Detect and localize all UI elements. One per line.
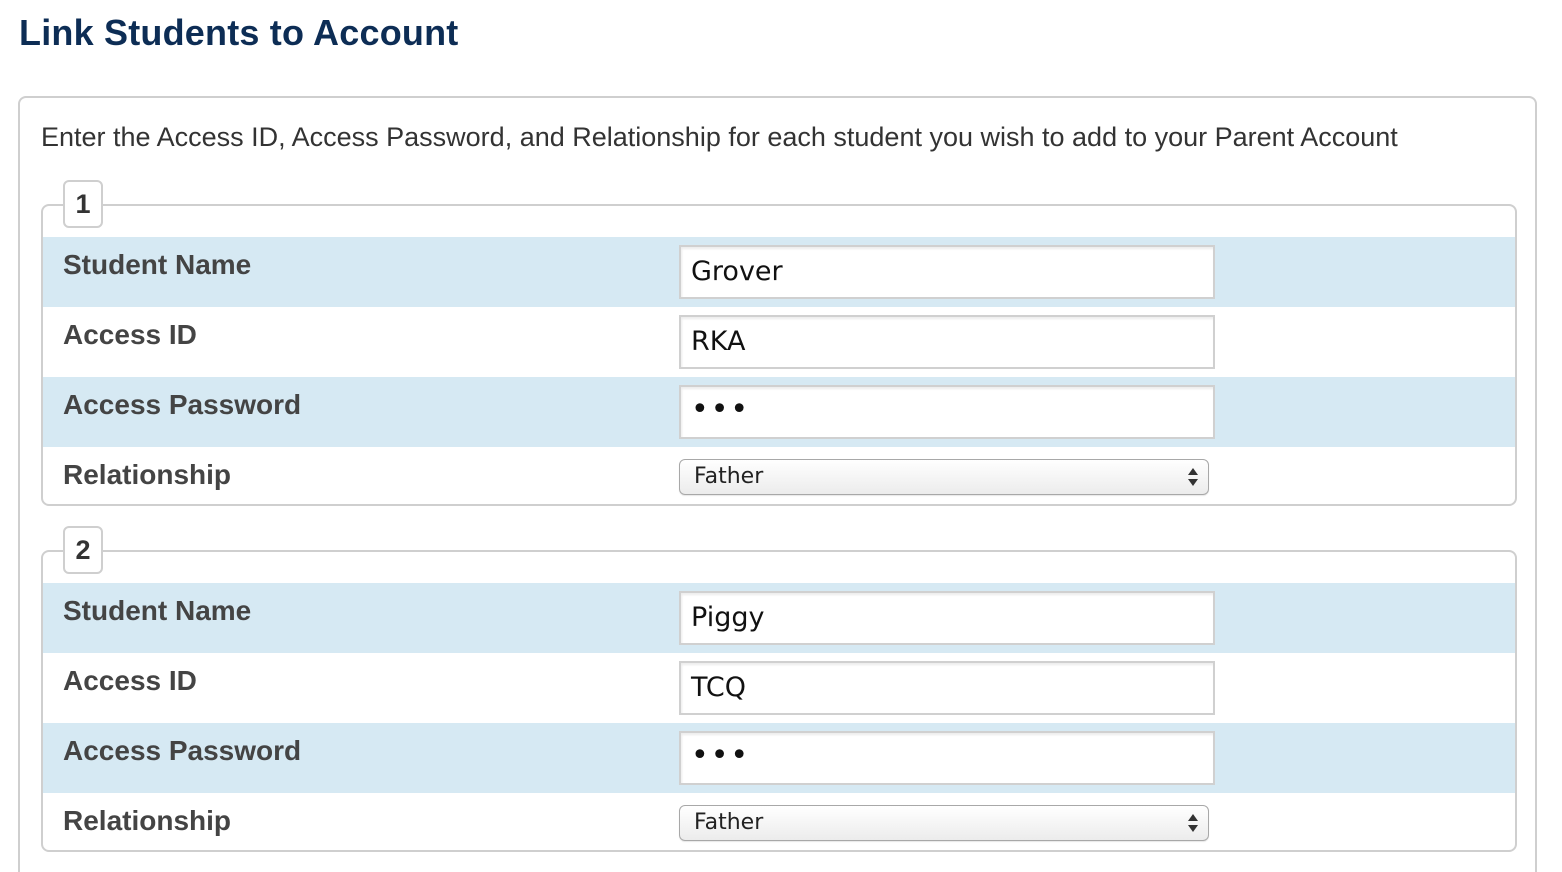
student-name-row <box>43 237 1515 307</box>
access-password-input[interactable]: ••• <box>679 731 1215 785</box>
access-id-label: Access ID <box>63 319 197 350</box>
instructions-text: Enter the Access ID, Access Password, and Relationship for each student you wish to add to your Parent Account <box>41 122 1398 152</box>
student-name-label: Student Name <box>63 595 252 626</box>
access-password-input[interactable]: ••• <box>679 385 1215 439</box>
access-password-label: Access Password <box>63 389 302 420</box>
access-id-label: Access ID <box>63 665 197 696</box>
access-password-label: Access Password <box>63 735 302 766</box>
student-fieldset-1 <box>41 188 1517 506</box>
access-password-row <box>43 723 1515 793</box>
relationship-select[interactable] <box>679 459 1209 495</box>
relationship-row <box>43 447 1515 504</box>
access-id-row <box>43 653 1515 723</box>
student-number-legend: 1 <box>63 180 103 228</box>
access-id-row <box>43 307 1515 377</box>
student-name-input[interactable]: Piggy <box>679 591 1215 645</box>
student-fieldset-2 <box>41 534 1517 852</box>
student-name-label: Student Name <box>63 249 252 280</box>
select-arrows-icon <box>1188 466 1198 488</box>
page-title: Link Students to Account <box>19 12 459 53</box>
select-arrows-icon <box>1188 812 1198 834</box>
student-number-legend: 2 <box>63 526 103 574</box>
link-students-panel <box>18 96 1537 872</box>
relationship-selected-value: Father <box>694 464 764 489</box>
relationship-row <box>43 793 1515 850</box>
access-id-input[interactable]: TCQ <box>679 661 1215 715</box>
relationship-label: Relationship <box>63 459 232 490</box>
student-name-input[interactable]: Grover <box>679 245 1215 299</box>
access-password-row <box>43 377 1515 447</box>
relationship-label: Relationship <box>63 805 232 836</box>
student-name-row <box>43 583 1515 653</box>
relationship-select[interactable] <box>679 805 1209 841</box>
access-id-input[interactable]: RKA <box>679 315 1215 369</box>
relationship-selected-value: Father <box>694 810 764 835</box>
